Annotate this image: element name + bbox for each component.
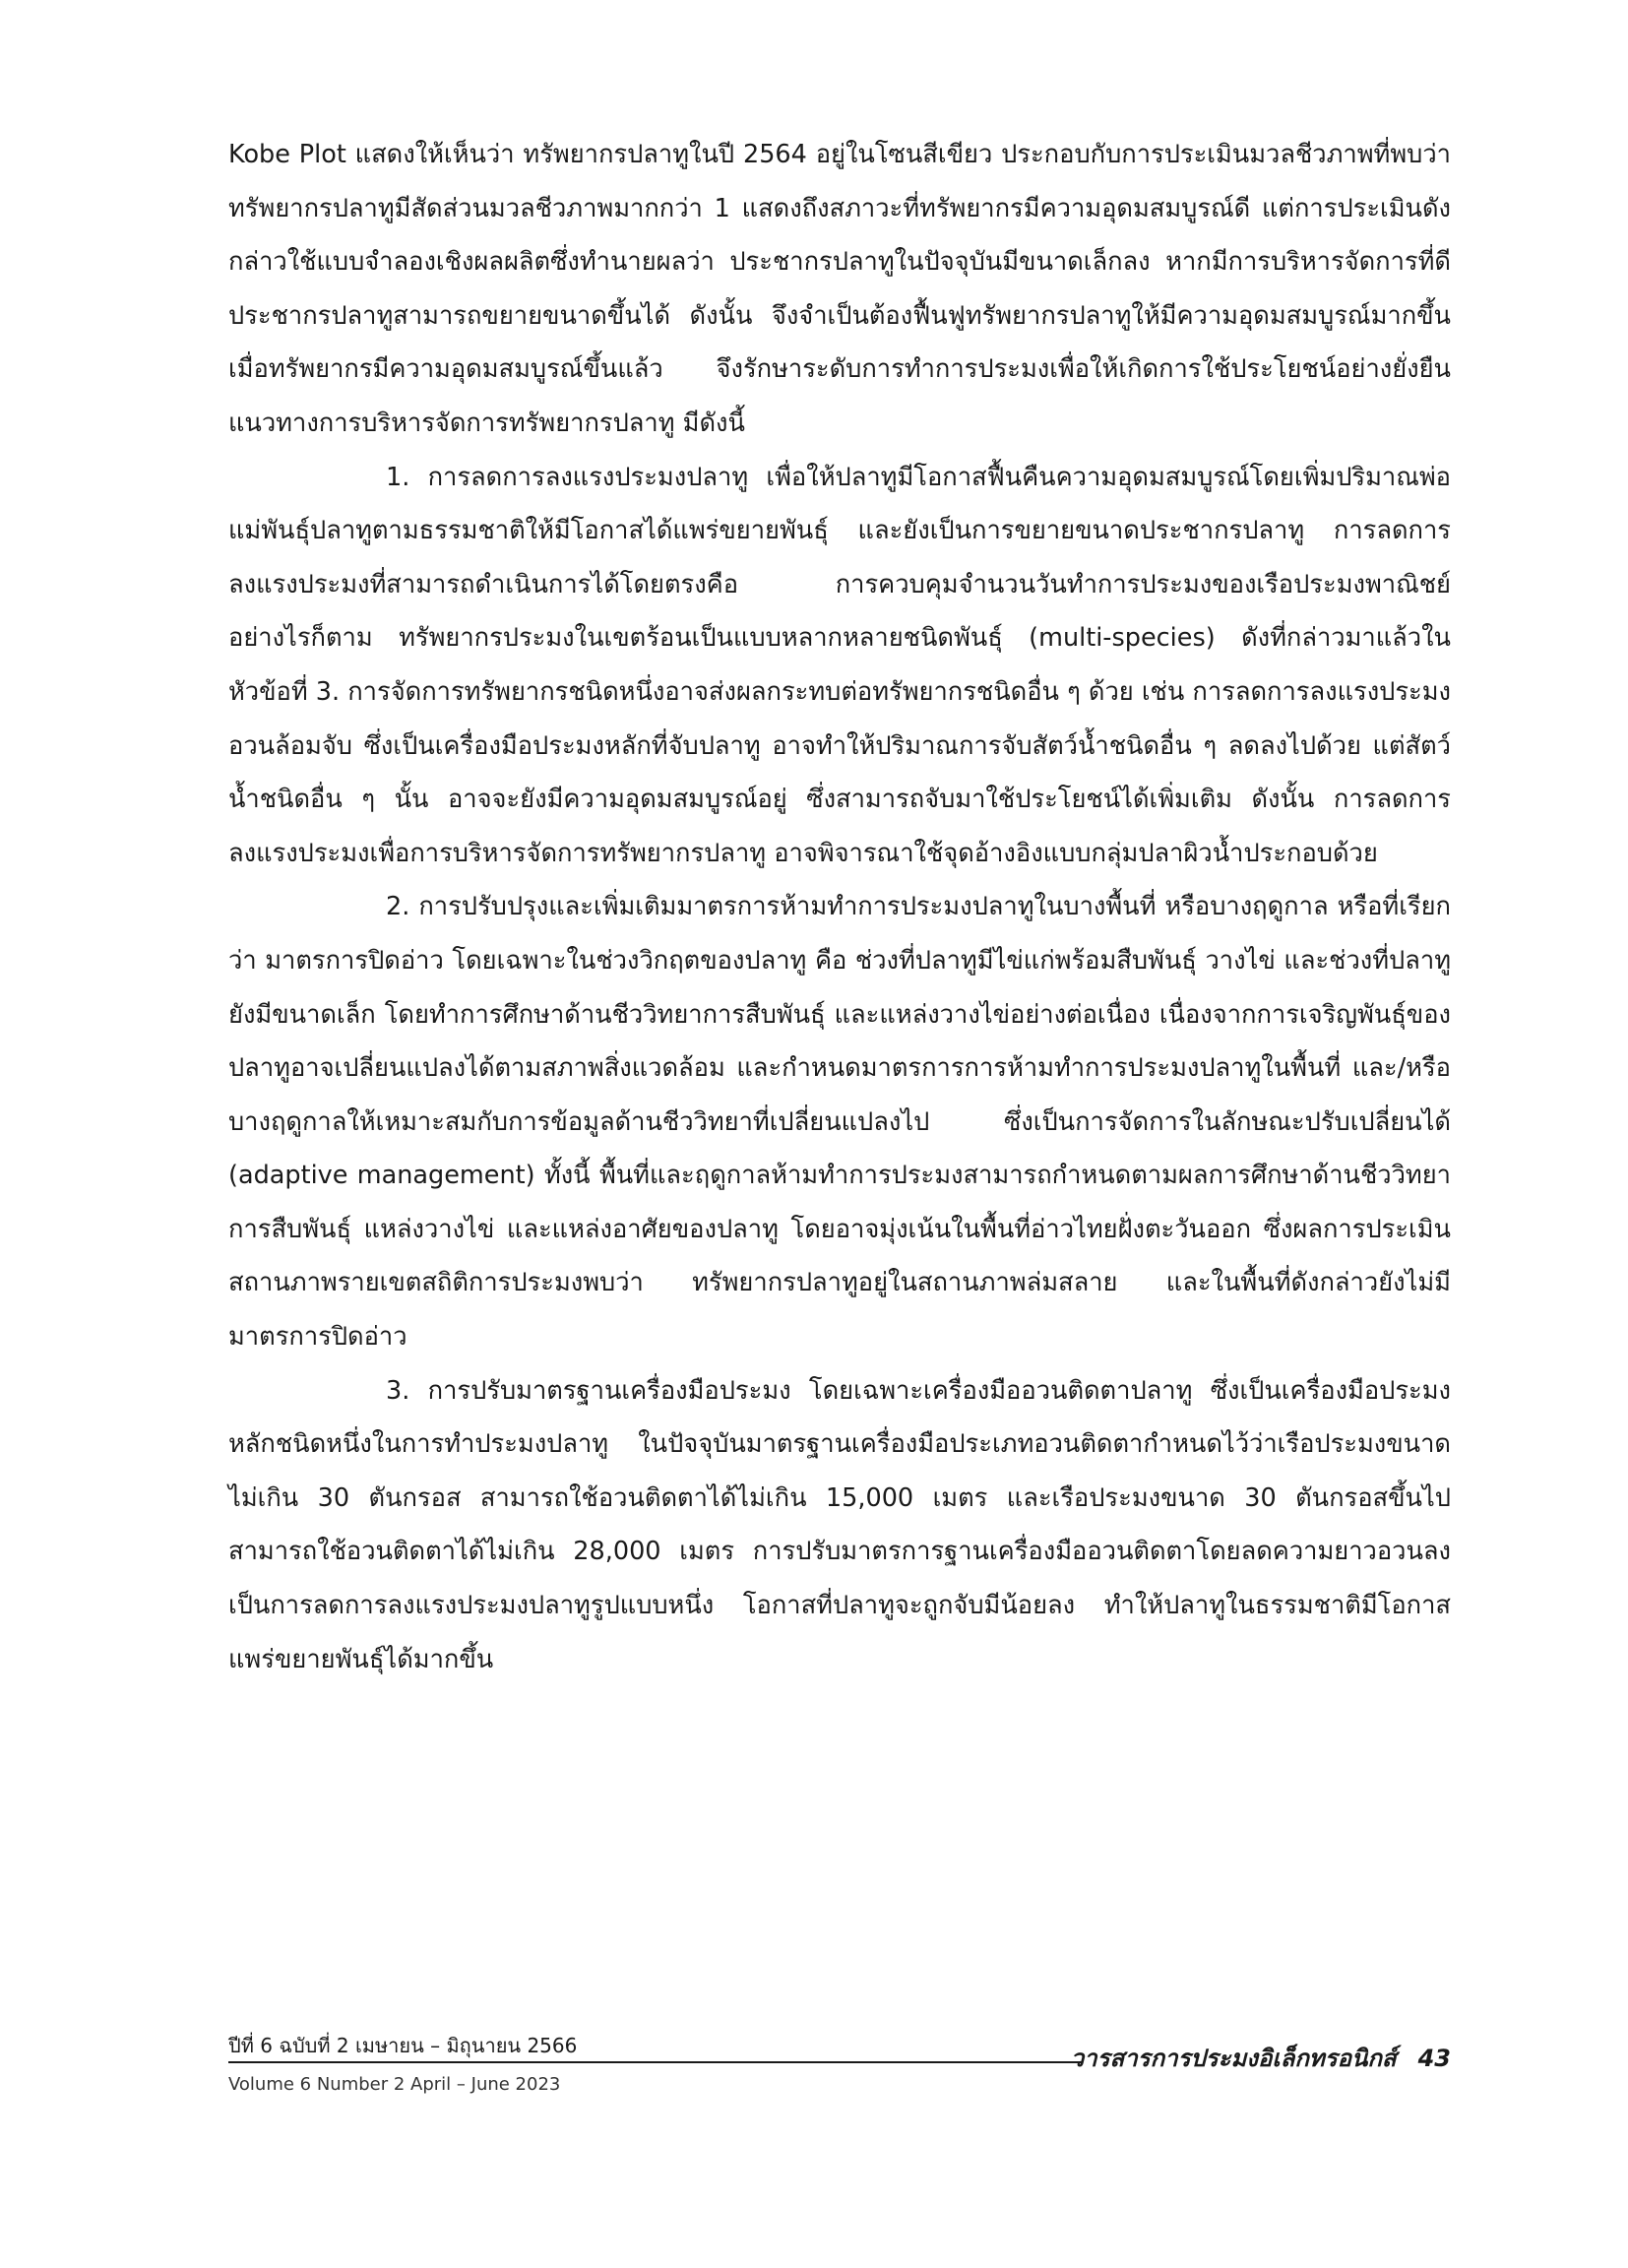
paragraph-intro: Kobe Plot แสดงให้เห็นว่า ทรัพยากรปลาทูในปี 2564 อยู่ในโซนสีเขียว ประกอบกับการประเมินมวลชีวภาพที่พบว่า ทรัพยากรปลาทูมีสัดส่วนมวลชีวภาพมากกว่า 1 แสดงถึงสภาวะที่ทรัพยากรมีความอุดมสมบูรณ์ดี แต่การประเมินดังกล่าวใช้แบบจำลองเชิงผลผลิตซึ่งทำนายผลว่า ประชากรปลาทูในปัจจุบันมีขนาดเล็กลง หากมีการบริหารจัดการที่ดี ประชากรปลาทูสามารถขยายขนาดขึ้นได้ ดังนั้น จึงจำเป็นต้องฟื้นฟูทรัพยากรปลาทูให้มีความอุดมสมบูรณ์มากขึ้น เมื่อทรัพยากรมีความอุดมสมบูรณ์ขึ้นแล้ว จึงรักษาระดับการทำการประมงเพื่อให้เกิดการใช้ประโยชน์อย่างยั่งยืน แนวทางการบริหารจัดการทรัพยากรปลาทู มีดังนี้ [228,140,1451,438]
document-body [228,128,1451,1686]
paragraph-item-2: 2. การปรับปรุงและเพิ่มเติมมาตรการห้ามทำการประมงปลาทูในบางพื้นที่ หรือบางฤดูกาล หรือที่เรียกว่า มาตรการปิดอ่าว โดยเฉพาะในช่วงวิกฤตของปลาทู คือ ช่วงที่ปลาทูมีไข่แก่พร้อมสืบพันธุ์ วางไข่ และช่วงที่ปลาทูยังมีขนาดเล็ก โดยทำการศึกษาด้านชีววิทยาการสืบพันธุ์ และแหล่งวางไข่อย่างต่อเนื่อง เนื่องจากการเจริญพันธุ์ของปลาทูอาจเปลี่ยนแปลงได้ตามสภาพสิ่งแวดล้อม และกำหนดมาตรการการห้ามทำการประมงปลาทูในพื้นที่ และ/หรือบางฤดูกาลให้เหมาะสมกับการข้อมูลด้านชีววิทยาที่เปลี่ยนแปลงไป ซึ่งเป็นการจัดการในลักษณะปรับเปลี่ยนได้ (adaptive management) ทั้งนี้ พื้นที่และฤดูกาลห้ามทำการประมงสามารถกำหนดตามผลการศึกษาด้านชีววิทยาการสืบพันธุ์ แหล่งวางไข่ และแหล่งอาศัยของปลาทู โดยอาจมุ่งเน้นในพื้นที่อ่าวไทยฝั่งตะวันออก ซึ่งผลการประเมินสถานภาพรายเขตสถิติการประมงพบว่า ทรัพยากรปลาทูอยู่ในสถานภาพล่มสลาย และในพื้นที่ดังกล่าวยังไม่มีมาตรการปิดอ่าว [228,892,1451,1353]
paragraph-item-3: 3. การปรับมาตรฐานเครื่องมือประมง โดยเฉพาะเครื่องมืออวนติดตาปลาทู ซึ่งเป็นเครื่องมือประมงหลักชนิดหนึ่งในการทำประมงปลาทู ในปัจจุบันมาตรฐานเครื่องมือประเภทอวนติดตากำหนดไว้ว่าเรือประมงขนาดไม่เกิน 30 ตันกรอส สามารถใช้อวนติดตาได้ไม่เกิน 15,000 เมตร และเรือประมงขนาด 30 ตันกรอสขึ้นไป สามารถใช้อวนติดตาได้ไม่เกิน 28,000 เมตร การปรับมาตรการฐานเครื่องมืออวนติดตาโดยลดความยาวอวนลงเป็นการลดการลงแรงประมงปลาทูรูปแบบหนึ่ง โอกาสที่ปลาทูจะถูกจับมีน้อยลง ทำให้ปลาทูในธรรมชาติมีโอกาสแพร่ขยายพันธุ์ได้มากขึ้น [228,1375,1451,1674]
footer-divider [228,2061,1081,2063]
footer-issue-thai: ปีที่ 6 ฉบับที่ 2 เมษายน – มิถุนายน 2566 [228,2034,578,2057]
journal-name: วารสารการประมงอิเล็กทรอนิกส์ [1070,2045,1397,2072]
footer-issue-english: Volume 6 Number 2 April – June 2023 [228,2074,561,2095]
footer-journal-block [1071,2042,1451,2075]
page-number: 43 [1417,2045,1451,2072]
page-footer [228,2032,1451,2110]
paragraph-item-1: 1. การลดการลงแรงประมงปลาทู เพื่อให้ปลาทูมีโอกาสฟื้นคืนความอุดมสมบูรณ์โดยเพิ่มปริมาณพ่อแม่พันธุ์ปลาทูตามธรรมชาติให้มีโอกาสได้แพร่ขยายพันธุ์ และยังเป็นการขยายขนาดประชากรปลาทู การลดการลงแรงประมงที่สามารถดำเนินการได้โดยตรงคือ การควบคุมจำนวนวันทำการประมงของเรือประมงพาณิชย์ อย่างไรก็ตาม ทรัพยากรประมงในเขตร้อนเป็นแบบหลากหลายชนิดพันธุ์ (multi-species) ดังที่กล่าวมาแล้วในหัวข้อที่ 3. การจัดการทรัพยากรชนิดหนึ่งอาจส่งผลกระทบต่อทรัพยากรชนิดอื่น ๆ ด้วย เช่น การลดการลงแรงประมงอวนล้อมจับ ซึ่งเป็นเครื่องมือประมงหลักที่จับปลาทู อาจทำให้ปริมาณการจับสัตว์น้ำชนิดอื่น ๆ ลดลงไปด้วย แต่สัตว์น้ำชนิดอื่น ๆ นั้น อาจจะยังมีความอุดมสมบูรณ์อยู่ ซึ่งสามารถจับมาใช้ประโยชน์ได้เพิ่มเติม ดังนั้น การลดการลงแรงประมงเพื่อการบริหารจัดการทรัพยากรปลาทู อาจพิจารณาใช้จุดอ้างอิงแบบกลุ่มปลาผิวน้ำประกอบด้วย [228,462,1451,868]
